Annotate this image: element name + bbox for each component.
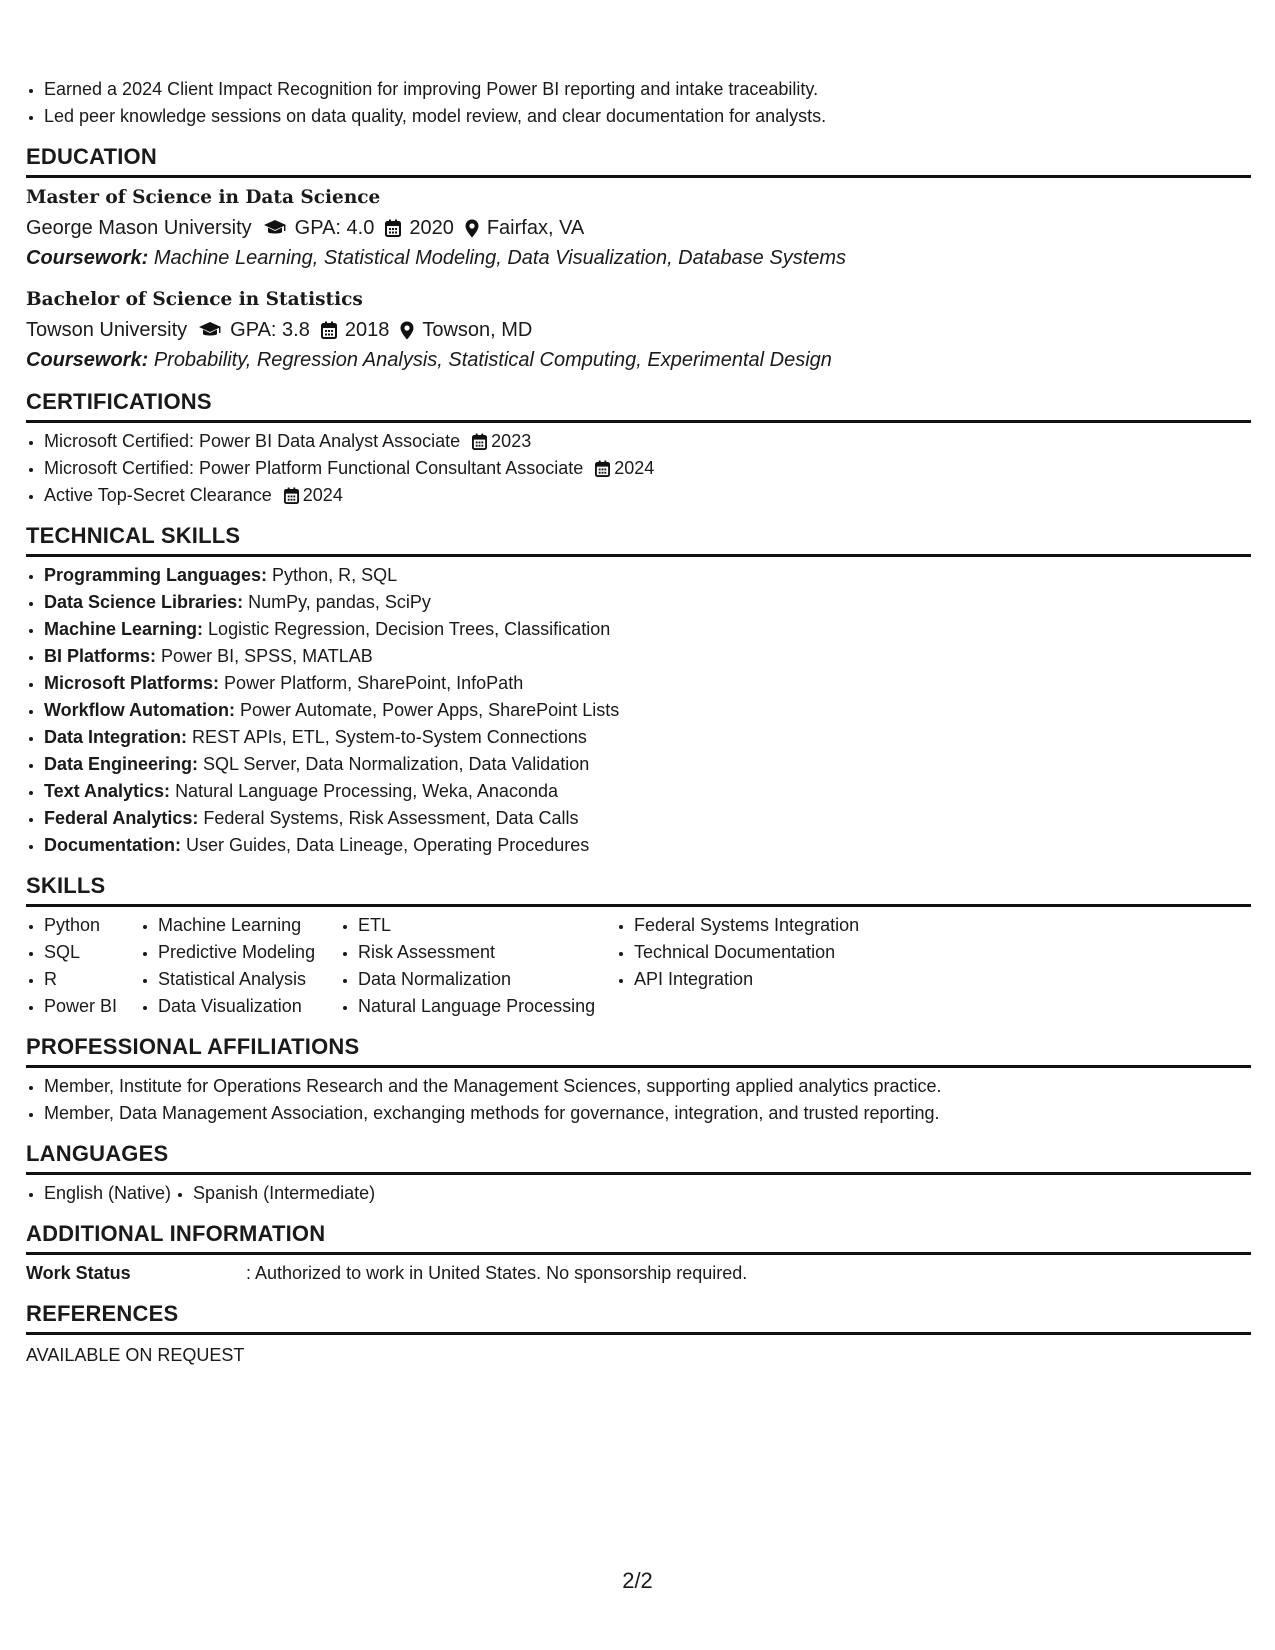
- calendar-icon: [284, 487, 299, 504]
- language-item: • English (Native): [44, 1180, 171, 1207]
- skill-values: SQL Server, Data Normalization, Data Validation: [203, 754, 590, 774]
- certification-item: [44, 428, 1251, 455]
- coursework-label: Coursework:: [26, 247, 149, 269]
- section-title-skills: SKILLS: [26, 873, 1251, 907]
- skill-item: • R: [44, 966, 140, 993]
- skill-item: • ETL: [358, 912, 616, 939]
- skill-category: Data Engineering:: [44, 754, 199, 774]
- graduation-cap-icon: [263, 219, 287, 237]
- skill-item: • Federal Systems Integration: [634, 912, 914, 939]
- skill-item: • Python: [44, 912, 140, 939]
- skill-values: Federal Systems, Risk Assessment, Data Calls: [203, 808, 579, 828]
- achievement-item: • Earned a 2024 Client Impact Recognition for improving Power BI reporting and intake traceability.: [44, 76, 1251, 103]
- skill-category: Federal Analytics:: [44, 808, 199, 828]
- achievement-item: • Led peer knowledge sessions on data quality, model review, and clear documentation for analysts.: [44, 103, 1251, 130]
- skill-category: Programming Languages:: [44, 565, 268, 585]
- skill-values: User Guides, Data Lineage, Operating Procedures: [186, 835, 590, 855]
- resume-page: [26, 76, 1251, 1370]
- additional-info-section: [26, 1221, 1251, 1287]
- education-section: [26, 144, 1251, 375]
- certifications-section: [26, 389, 1251, 509]
- coursework-list: Machine Learning, Statistical Modeling, Data Visualization, Database Systems: [153, 247, 847, 269]
- skill-category: Workflow Automation:: [44, 700, 235, 720]
- certification-name: • Microsoft Certified: Power BI Data Analyst Associate: [44, 431, 461, 451]
- technical-skill-item: [44, 751, 1251, 778]
- skill-category: Documentation:: [44, 835, 181, 855]
- skill-item: • Risk Assessment: [358, 939, 616, 966]
- calendar-icon: [385, 219, 401, 237]
- certification-year: 2024: [614, 458, 655, 478]
- affiliation-item: • Member, Data Management Association, exchanging methods for governance, integration, and trusted reporting.: [44, 1100, 1251, 1127]
- skill-values: REST APIs, ETL, System-to-System Connections: [192, 727, 587, 747]
- skill-category: Text Analytics:: [44, 781, 171, 801]
- technical-skill-item: [44, 832, 1251, 859]
- section-title-languages: LANGUAGES: [26, 1141, 1251, 1175]
- skill-item: • Machine Learning: [158, 912, 340, 939]
- skill-category: Data Integration:: [44, 727, 188, 747]
- certification-name: • Microsoft Certified: Power Platform Functional Consultant Associate: [44, 458, 584, 478]
- technical-skill-item: [44, 643, 1251, 670]
- skill-category: Data Science Libraries:: [44, 592, 244, 612]
- skill-item: • Statistical Analysis: [158, 966, 340, 993]
- skills-column: [26, 912, 140, 1020]
- graduation-cap-icon: [198, 321, 222, 339]
- technical-skill-item: [44, 589, 1251, 616]
- map-pin-icon: [400, 321, 414, 340]
- skill-values: Logistic Regression, Decision Trees, Classification: [208, 619, 611, 639]
- skill-values: Power BI, SPSS, MATLAB: [161, 646, 373, 666]
- school-name: Towson University: [26, 319, 188, 341]
- degree-title: Bachelor of Science in Statistics: [26, 289, 363, 310]
- gpa: GPA: 4.0: [294, 217, 375, 239]
- skill-item: • Data Visualization: [158, 993, 340, 1020]
- school-location: Fairfax, VA: [486, 217, 585, 239]
- skill-item: • Technical Documentation: [634, 939, 914, 966]
- education-entry: [26, 285, 1251, 375]
- language-item: • Spanish (Intermediate): [193, 1180, 375, 1207]
- section-title-additional-info: ADDITIONAL INFORMATION: [26, 1221, 1251, 1255]
- affiliations-section: [26, 1034, 1251, 1127]
- skill-values: NumPy, pandas, SciPy: [248, 592, 431, 612]
- skill-item: • Power BI: [44, 993, 140, 1020]
- skill-item: • Data Normalization: [358, 966, 616, 993]
- section-title-certifications: CERTIFICATIONS: [26, 389, 1251, 423]
- languages-section: [26, 1141, 1251, 1207]
- references-text: AVAILABLE ON REQUEST: [26, 1345, 245, 1365]
- technical-skill-item: [44, 616, 1251, 643]
- technical-skill-item: [44, 670, 1251, 697]
- technical-skills-section: [26, 523, 1251, 859]
- skill-item: • API Integration: [634, 966, 914, 993]
- skill-category: BI Platforms:: [44, 646, 157, 666]
- skill-values: Power Automate, Power Apps, SharePoint Lists: [240, 700, 620, 720]
- coursework: [26, 345, 1251, 375]
- certification-item: [44, 482, 1251, 509]
- skill-category: Machine Learning:: [44, 619, 204, 639]
- school-name: George Mason University: [26, 217, 252, 239]
- work-status-value: : Authorized to work in United States. No sponsorship required.: [246, 1263, 748, 1283]
- degree-title: Master of Science in Data Science: [26, 187, 381, 208]
- education-meta: [26, 213, 1251, 243]
- education-entry: [26, 183, 1251, 273]
- languages-list: [26, 1180, 1251, 1207]
- section-title-technical-skills: TECHNICAL SKILLS: [26, 523, 1251, 557]
- gpa: GPA: 3.8: [230, 319, 310, 341]
- technical-skills-list: [26, 562, 1251, 859]
- school-location: Towson, MD: [422, 319, 533, 341]
- page-number: 2/2: [622, 1568, 653, 1593]
- technical-skill-item: [44, 562, 1251, 589]
- skill-values: Natural Language Processing, Weka, Anaconda: [175, 781, 558, 801]
- section-title-affiliations: PROFESSIONAL AFFILIATIONS: [26, 1034, 1251, 1068]
- graduation-year: 2018: [344, 319, 390, 341]
- certification-name: • Active Top-Secret Clearance: [44, 485, 272, 505]
- coursework: [26, 243, 1251, 273]
- education-meta: [26, 315, 1251, 345]
- graduation-year: 2020: [409, 217, 454, 239]
- certification-year: 2024: [302, 485, 343, 505]
- skill-values: Python, R, SQL: [272, 565, 398, 585]
- certification-item: [44, 455, 1251, 482]
- calendar-icon: [321, 321, 337, 339]
- certification-list: [26, 428, 1251, 509]
- technical-skill-item: [44, 724, 1251, 751]
- technical-skill-item: [44, 778, 1251, 805]
- skill-item: • SQL: [44, 939, 140, 966]
- section-title-education: EDUCATION: [26, 144, 1251, 178]
- calendar-icon: [472, 433, 487, 450]
- skills-grid: [26, 912, 1251, 1020]
- technical-skill-item: [44, 697, 1251, 724]
- skill-values: Power Platform, SharePoint, InfoPath: [224, 673, 524, 693]
- calendar-icon: [595, 460, 610, 477]
- skill-item: • Predictive Modeling: [158, 939, 340, 966]
- section-title-references: REFERENCES: [26, 1301, 1251, 1335]
- affiliations-list: [26, 1073, 1251, 1127]
- coursework-list: Probability, Regression Analysis, Statistical Computing, Experimental Design: [153, 349, 832, 371]
- certification-year: 2023: [491, 431, 532, 451]
- coursework-label: Coursework:: [26, 349, 149, 371]
- affiliation-item: • Member, Institute for Operations Research and the Management Sciences, supporting applied analytics practice.: [44, 1073, 1251, 1100]
- work-status-label: Work Status: [26, 1263, 131, 1283]
- skills-section: [26, 873, 1251, 1020]
- technical-skill-item: [44, 805, 1251, 832]
- map-pin-icon: [465, 219, 479, 238]
- skills-column: [340, 912, 616, 1020]
- references-section: [26, 1301, 1251, 1370]
- achievement-list: [26, 76, 1251, 130]
- skill-item: • Natural Language Processing: [358, 993, 616, 1020]
- skills-column: [616, 912, 914, 1020]
- work-status-row: [26, 1260, 1251, 1287]
- skill-category: Microsoft Platforms:: [44, 673, 220, 693]
- skills-column: [140, 912, 340, 1020]
